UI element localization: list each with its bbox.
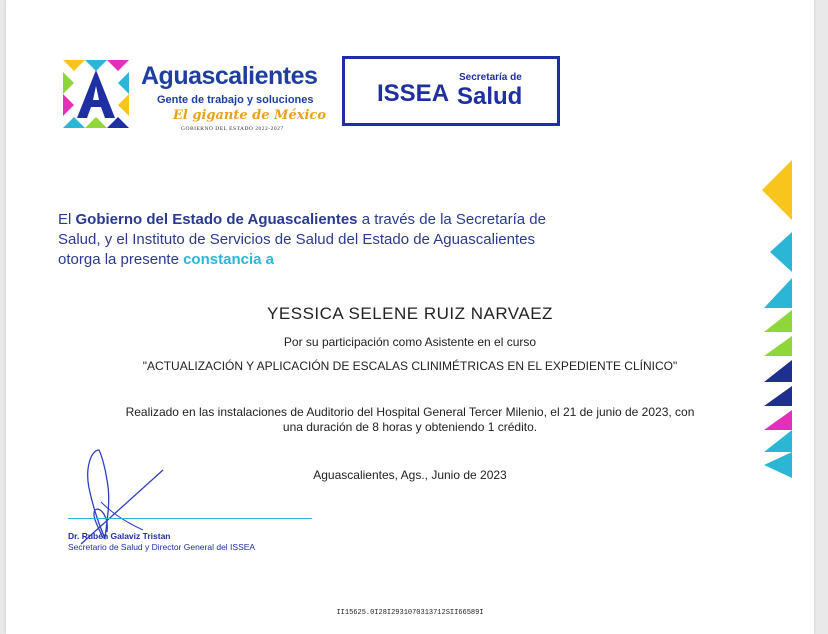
logo-tagline: El gigante de México xyxy=(173,108,326,123)
intro-paragraph xyxy=(58,210,578,270)
issea-secretaria: Secretaría de xyxy=(459,72,522,83)
intro-middle: a través de la Secretaría de Salud, y el Instituto de Servicios de Salud del Estado de Aguascalientes otorga la presente xyxy=(58,211,546,268)
course-title: "ACTUALIZACIÓN Y APLICACIÓN DE ESCALAS CLINIMÉTRICAS EN EL EXPEDIENTE CLÍNICO" xyxy=(142,359,678,373)
signatory-title: Secretario de Salud y Director General del ISSEA xyxy=(68,542,256,552)
decorative-chevrons xyxy=(752,160,792,480)
place-date: Aguascalientes, Ags., Junio de 2023 xyxy=(313,468,507,482)
intro-prefix: El xyxy=(58,211,76,228)
logo-government-line: GOBIERNO DEL ESTADO 2022-2027 xyxy=(181,126,284,132)
issea-salud: Salud xyxy=(457,83,523,110)
participation-text: Por su participación como Asistente en el curso xyxy=(283,335,537,349)
recipient-name: YESSICA SELENE RUIZ NARVAEZ xyxy=(267,304,553,323)
realizado-line-2: una duración de 8 horas y obteniendo 1 crédito. xyxy=(282,420,538,434)
issea-salud-logo xyxy=(342,56,560,126)
certificate-page xyxy=(6,0,814,634)
signature-line xyxy=(68,518,312,519)
realizado-text xyxy=(6,405,814,435)
intro-gobierno: Gobierno del Estado de Aguascalientes xyxy=(75,211,358,228)
signatory-name: Dr. Rubén Galaviz Tristan xyxy=(68,531,171,541)
issea-acronym: ISSEA xyxy=(377,80,450,107)
aguascalientes-emblem-icon xyxy=(63,60,129,128)
intro-constancia: constancia a xyxy=(183,251,274,268)
folio-number: II15625.0I28I2931070313712SII66589I xyxy=(336,609,484,617)
logo-slogan: Gente de trabajo y soluciones xyxy=(157,94,314,106)
logo-title: Aguascalientes xyxy=(141,62,318,90)
realizado-line-1: Realizado en las instalaciones de Auditorio del Hospital General Tercer Milenio, el 21 de junio de 2023, con xyxy=(125,405,695,419)
gobierno-aguascalientes-logo xyxy=(63,58,333,138)
